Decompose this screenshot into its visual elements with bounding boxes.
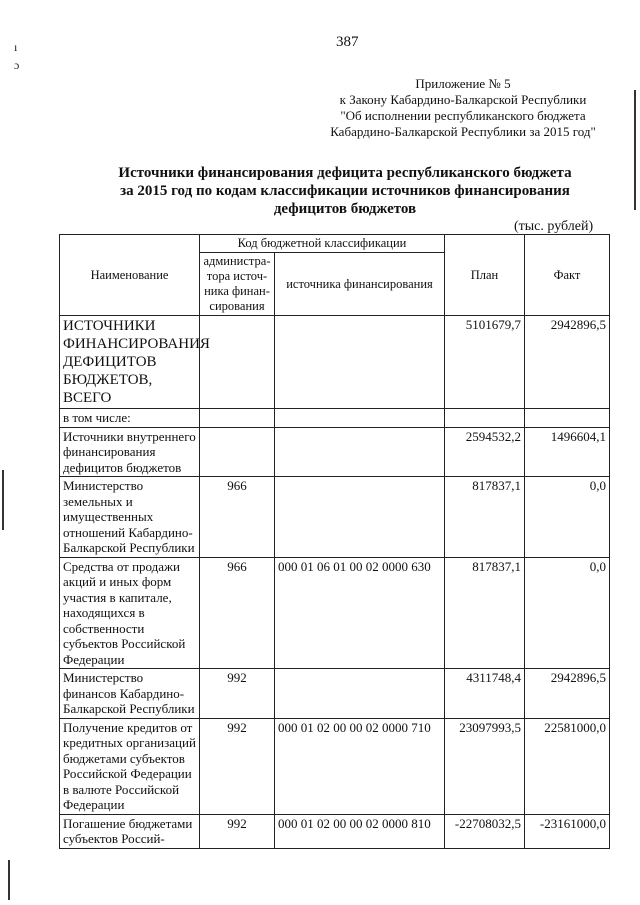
table-row (60, 409, 610, 428)
header-admin: администра-тора источ-ника финан-сирования (200, 253, 275, 316)
row-fact: 2942896,5 (525, 316, 610, 409)
row-name: Министерство финансов Кабардино-Балкарской Республики (60, 669, 200, 719)
table-row (60, 669, 610, 719)
annex-line: к Закону Кабардино-Балкарской Республики (339, 92, 587, 107)
annex-line: Приложение № 5 (415, 76, 511, 91)
row-name: Источники внутреннего финансирования дефицитов бюджетов (60, 427, 200, 477)
row-admin: 992 (200, 718, 275, 814)
row-code (275, 409, 445, 428)
row-name: Получение кредитов от кредитных организаций бюджетами субъектов Российской Федерации в валюте Российской Федерации (60, 718, 200, 814)
header-plan: План (445, 235, 525, 316)
header-fact: Факт (525, 235, 610, 316)
page-number: 387 (336, 34, 359, 50)
header-name: Наименование (60, 235, 200, 316)
document-title (100, 164, 590, 218)
row-name: Средства от продажи акций и иных форм участия в капитале, находящихся в собственности субъектов Российской Федерации (60, 557, 200, 669)
scan-edge-line (8, 860, 10, 900)
annex-header (318, 76, 608, 140)
header-source: источника финансирования (275, 253, 445, 316)
scan-edge-line (2, 470, 4, 530)
row-name: Погашение бюджетами субъектов Россий- (60, 814, 200, 848)
scan-edge-line (634, 90, 636, 210)
table-row (60, 427, 610, 477)
row-plan: 2594532,2 (445, 427, 525, 477)
row-plan (445, 409, 525, 428)
header-row (60, 235, 610, 253)
row-code (275, 477, 445, 558)
budget-table (59, 234, 610, 849)
row-code (275, 316, 445, 409)
row-plan: 23097993,5 (445, 718, 525, 814)
row-name: ИСТОЧНИКИ ФИНАНСИРОВАНИЯ ДЕФИЦИТОВ БЮДЖЕТОВ, ВСЕГО (60, 316, 200, 409)
row-plan: 5101679,7 (445, 316, 525, 409)
title-line: за 2015 год по кодам классификации источников финансирования (120, 183, 570, 199)
row-fact (525, 409, 610, 428)
row-code (275, 427, 445, 477)
table-row (60, 557, 610, 669)
row-plan: 4311748,4 (445, 669, 525, 719)
table-row (60, 814, 610, 848)
row-admin: 966 (200, 557, 275, 669)
row-name: Министерство земельных и имущественных отношений Кабардино-Балкарской Республики (60, 477, 200, 558)
row-admin (200, 427, 275, 477)
margin-mark: ı (14, 40, 18, 54)
row-fact: 0,0 (525, 557, 610, 669)
table-row (60, 316, 610, 409)
margin-mark: ɔ (14, 58, 20, 72)
title-line: Источники финансирования дефицита республиканского бюджета (118, 165, 572, 181)
row-plan: 817837,1 (445, 477, 525, 558)
row-fact: 0,0 (525, 477, 610, 558)
row-code: 000 01 02 00 00 02 0000 710 (275, 718, 445, 814)
row-code (275, 669, 445, 719)
row-plan: -22708032,5 (445, 814, 525, 848)
row-admin: 966 (200, 477, 275, 558)
row-plan: 817837,1 (445, 557, 525, 669)
title-line: дефицитов бюджетов (273, 201, 417, 217)
annex-line: "Об исполнении республиканского бюджета (340, 108, 586, 123)
annex-line: Кабардино-Балкарской Республики за 2015 год" (330, 124, 596, 139)
row-code: 000 01 02 00 00 02 0000 810 (275, 814, 445, 848)
header-code-group: Код бюджетной классификации (200, 235, 445, 253)
row-fact: 2942896,5 (525, 669, 610, 719)
units-label: (тыс. рублей) (514, 219, 594, 234)
table-row (60, 718, 610, 814)
row-fact: 1496604,1 (525, 427, 610, 477)
row-fact: -23161000,0 (525, 814, 610, 848)
row-admin (200, 316, 275, 409)
row-code: 000 01 06 01 00 02 0000 630 (275, 557, 445, 669)
row-admin: 992 (200, 814, 275, 848)
row-name: в том числе: (60, 409, 200, 428)
row-admin: 992 (200, 669, 275, 719)
row-fact: 22581000,0 (525, 718, 610, 814)
table-row (60, 477, 610, 558)
row-admin (200, 409, 275, 428)
